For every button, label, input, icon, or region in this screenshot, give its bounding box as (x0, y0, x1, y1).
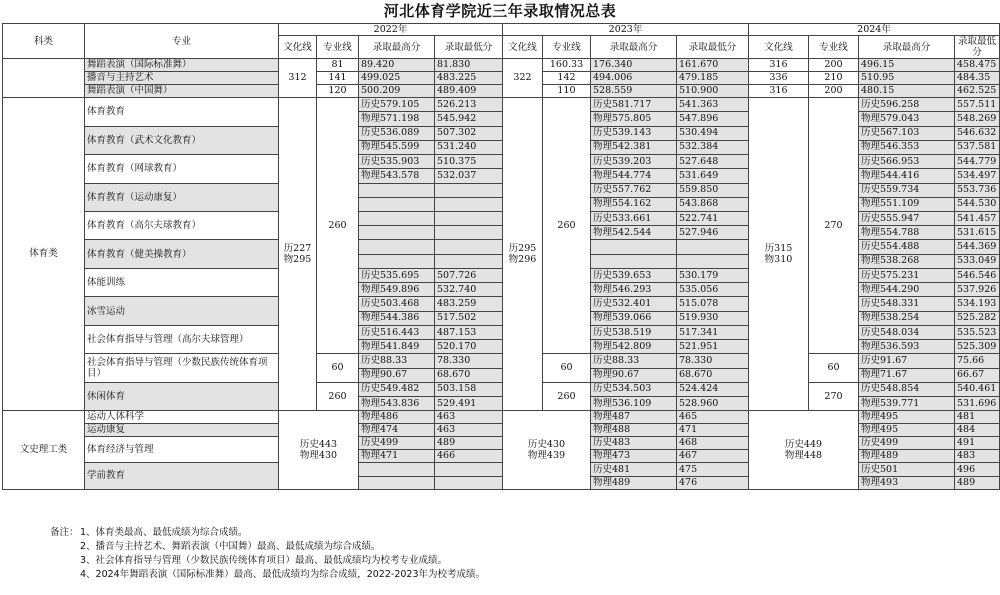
table-row (3, 85, 1000, 98)
max-score-2022 (359, 197, 435, 211)
header-year-2022: 2022年 (279, 24, 503, 36)
max-score-2022 (359, 226, 435, 240)
min-score-2023: 479.185 (677, 72, 749, 85)
major-name: 学前教育 (85, 463, 279, 490)
max-score-2024: 物理489 (859, 450, 955, 463)
max-score-2022: 历史88.33 (359, 354, 435, 368)
min-score-2022 (435, 226, 503, 240)
min-score-2024: 458.475 (955, 59, 1000, 72)
note-item: 3、社会体育指导与管理（少数民族传统体育项目）最高、最低成绩均为校考专业成绩。 (80, 555, 448, 566)
major-name: 运动康复 (85, 424, 279, 437)
min-score-2022: 463 (435, 424, 503, 437)
min-score-2024: 544.779 (955, 155, 1000, 169)
max-score-2022: 历史536.089 (359, 126, 435, 140)
max-score-2023: 物理546.293 (591, 283, 677, 297)
min-score-2022 (435, 183, 503, 197)
min-score-2023: 519.930 (677, 311, 749, 325)
cultural-line-2023: 历史430 物理439 (503, 411, 591, 490)
min-score-2024: 557.511 (955, 98, 1000, 112)
major-name: 社会体育指导与管理（高尔夫球管理） (85, 325, 279, 353)
min-score-2023: 527.946 (677, 226, 749, 240)
min-score-2023: 530.494 (677, 126, 749, 140)
min-score-2023 (677, 240, 749, 254)
max-score-2022: 历史503.468 (359, 297, 435, 311)
max-score-2023: 历史533.661 (591, 212, 677, 226)
note-item: 1、体育类最高、最低成绩为综合成绩。 (80, 527, 248, 538)
min-score-2024: 548.269 (955, 112, 1000, 126)
major-name: 体育教育 (85, 98, 279, 126)
min-score-2024: 541.457 (955, 212, 1000, 226)
min-score-2022 (435, 254, 503, 268)
major-line-2023: 260 (543, 382, 591, 410)
header-major-line-2022: 专业线 (317, 36, 359, 59)
max-score-2024: 历史559.734 (859, 183, 955, 197)
max-score-2023: 历史481 (591, 463, 677, 476)
subject-wenshi: 文史理工类 (3, 411, 85, 490)
min-score-2023: 559.850 (677, 183, 749, 197)
table-row (3, 354, 1000, 368)
major-line-2023: 160.33 (543, 59, 591, 72)
min-score-2024: 531.615 (955, 226, 1000, 240)
min-score-2024: 484 (955, 424, 1000, 437)
major-line-2022: 260 (317, 98, 359, 354)
max-score-2024: 历史548.854 (859, 382, 955, 396)
max-score-2023: 物理542.381 (591, 140, 677, 154)
notes-label: 备注： (50, 527, 79, 538)
min-score-2024: 531.696 (955, 397, 1000, 411)
min-score-2022: 529.491 (435, 397, 503, 411)
min-score-2024: 489 (955, 476, 1000, 489)
min-score-2023: 465 (677, 411, 749, 424)
min-score-2023: 530.179 (677, 268, 749, 282)
min-score-2023: 475 (677, 463, 749, 476)
max-score-2024: 历史567.103 (859, 126, 955, 140)
subject-art (3, 59, 85, 98)
min-score-2024: 483 (955, 450, 1000, 463)
major-name: 舞蹈表演（中国舞） (85, 85, 279, 98)
max-score-2022: 物理543.836 (359, 397, 435, 411)
min-score-2023: 68.670 (677, 368, 749, 382)
min-score-2022: 532.740 (435, 283, 503, 297)
max-score-2022: 89.420 (359, 59, 435, 72)
max-score-2023 (591, 240, 677, 254)
min-score-2024: 525.309 (955, 340, 1000, 354)
cultural-line-2023: 历295 物296 (503, 98, 543, 411)
note-item: 2、播音与主持艺术、舞蹈表演（中国舞）最高、最低成绩为综合成绩。 (80, 541, 381, 552)
min-score-2024: 525.282 (955, 311, 1000, 325)
max-score-2022: 历史516.443 (359, 325, 435, 339)
max-score-2024: 物理538.268 (859, 254, 955, 268)
max-score-2023: 物理473 (591, 450, 677, 463)
max-score-2024: 历史91.67 (859, 354, 955, 368)
min-score-2022: 483.225 (435, 72, 503, 85)
major-line-2024: 270 (809, 98, 859, 354)
min-score-2022 (435, 212, 503, 226)
min-score-2023: 471 (677, 424, 749, 437)
major-name: 体育教育（高尔夫球教育） (85, 212, 279, 240)
max-score-2023: 历史532.401 (591, 297, 677, 311)
min-score-2024: 544.369 (955, 240, 1000, 254)
major-line-2023: 142 (543, 72, 591, 85)
header-major: 专业 (85, 24, 279, 59)
max-score-2023: 物理544.774 (591, 169, 677, 183)
min-score-2023: 515.078 (677, 297, 749, 311)
cultural-line-2024: 历史449 物理448 (749, 411, 859, 490)
max-score-2023: 物理90.67 (591, 368, 677, 382)
min-score-2024: 553.736 (955, 183, 1000, 197)
min-score-2023: 535.056 (677, 283, 749, 297)
max-score-2023: 历史557.762 (591, 183, 677, 197)
max-score-2024: 历史575.231 (859, 268, 955, 282)
min-score-2024: 546.546 (955, 268, 1000, 282)
notes (50, 526, 970, 582)
table-row (3, 411, 1000, 424)
max-score-2024: 历史499 (859, 437, 955, 450)
min-score-2024: 534.497 (955, 169, 1000, 183)
header-cultural-line-2024: 文化线 (749, 36, 809, 59)
major-name: 体育经济与管理 (85, 437, 279, 463)
min-score-2022: 466 (435, 450, 503, 463)
max-score-2023: 物理542.544 (591, 226, 677, 240)
max-score-2024: 物理551.109 (859, 197, 955, 211)
major-line-2023: 110 (543, 85, 591, 98)
max-score-2023: 历史539.203 (591, 155, 677, 169)
max-score-2022 (359, 183, 435, 197)
max-score-2024: 物理546.353 (859, 140, 955, 154)
min-score-2022: 517.502 (435, 311, 503, 325)
header-subject: 科类 (3, 24, 85, 59)
max-score-2022: 物理545.599 (359, 140, 435, 154)
min-score-2023: 476 (677, 476, 749, 489)
major-line-2024: 270 (809, 382, 859, 410)
major-line-2024: 200 (809, 85, 859, 98)
max-score-2024: 历史596.258 (859, 98, 955, 112)
min-score-2024: 533.049 (955, 254, 1000, 268)
admission-table (2, 23, 1000, 490)
cultural-line-2023: 322 (503, 59, 543, 98)
min-score-2023: 78.330 (677, 354, 749, 368)
max-score-2024: 496.15 (859, 59, 955, 72)
page-title: 河北体育学院近三年录取情况总表 (383, 2, 617, 20)
min-score-2024: 534.193 (955, 297, 1000, 311)
max-score-2022: 物理549.896 (359, 283, 435, 297)
header-min-2023: 录取最低分 (677, 36, 749, 59)
min-score-2024: 75.66 (955, 354, 1000, 368)
major-name: 体育教育（健美操教育） (85, 240, 279, 268)
max-score-2022: 历史499 (359, 437, 435, 450)
min-score-2022: 489 (435, 437, 503, 450)
major-line-2022: 141 (317, 72, 359, 85)
max-score-2024: 历史566.953 (859, 155, 955, 169)
min-score-2023: 532.384 (677, 140, 749, 154)
major-name: 运动人体科学 (85, 411, 279, 424)
max-score-2022: 物理571.198 (359, 112, 435, 126)
header-max-2023: 录取最高分 (591, 36, 677, 59)
min-score-2024: 496 (955, 463, 1000, 476)
max-score-2024: 物理536.593 (859, 340, 955, 354)
min-score-2023: 510.900 (677, 85, 749, 98)
max-score-2023: 历史88.33 (591, 354, 677, 368)
cultural-line-2022: 历史443 物理430 (279, 411, 359, 490)
max-score-2023: 物理539.066 (591, 311, 677, 325)
min-score-2022 (435, 240, 503, 254)
max-score-2024: 物理539.771 (859, 397, 955, 411)
max-score-2023: 历史539.653 (591, 268, 677, 282)
max-score-2023: 历史538.519 (591, 325, 677, 339)
max-score-2024: 历史501 (859, 463, 955, 476)
max-score-2024: 历史554.488 (859, 240, 955, 254)
major-name: 体育教育（网球教育） (85, 155, 279, 183)
major-line-2022: 260 (317, 382, 359, 410)
subject-sports: 体育类 (3, 98, 85, 411)
max-score-2024: 物理544.290 (859, 283, 955, 297)
max-score-2024: 历史555.947 (859, 212, 955, 226)
max-score-2024: 物理579.043 (859, 112, 955, 126)
max-score-2022: 物理544.386 (359, 311, 435, 325)
min-score-2022: 507.726 (435, 268, 503, 282)
min-score-2022: 503.158 (435, 382, 503, 396)
min-score-2024: 540.461 (955, 382, 1000, 396)
min-score-2023 (677, 254, 749, 268)
max-score-2023: 历史539.143 (591, 126, 677, 140)
min-score-2022: 68.670 (435, 368, 503, 382)
table-row (3, 98, 1000, 112)
major-name: 舞蹈表演（国际标准舞） (85, 59, 279, 72)
major-name: 体育教育（武术文化教育） (85, 126, 279, 154)
min-score-2022: 545.942 (435, 112, 503, 126)
max-score-2023: 物理575.805 (591, 112, 677, 126)
max-score-2023: 历史483 (591, 437, 677, 450)
max-score-2023 (591, 254, 677, 268)
min-score-2022: 483.259 (435, 297, 503, 311)
max-score-2024: 物理495 (859, 424, 955, 437)
min-score-2023: 527.648 (677, 155, 749, 169)
header-cultural-line-2022: 文化线 (279, 36, 317, 59)
min-score-2023: 524.424 (677, 382, 749, 396)
header-major-line-2024: 专业线 (809, 36, 859, 59)
header-max-2024: 录取最高分 (859, 36, 955, 59)
min-score-2023: 522.741 (677, 212, 749, 226)
max-score-2022: 物理471 (359, 450, 435, 463)
major-line-2022: 120 (317, 85, 359, 98)
max-score-2022: 物理541.849 (359, 340, 435, 354)
max-score-2023: 物理488 (591, 424, 677, 437)
min-score-2023: 161.670 (677, 59, 749, 72)
table-row (3, 382, 1000, 396)
max-score-2022 (359, 463, 435, 476)
max-score-2024: 物理538.254 (859, 311, 955, 325)
major-name: 体育教育（运动康复） (85, 183, 279, 211)
max-score-2022: 历史535.903 (359, 155, 435, 169)
min-score-2022: 526.213 (435, 98, 503, 112)
max-score-2022 (359, 240, 435, 254)
min-score-2022: 78.330 (435, 354, 503, 368)
max-score-2022: 物理543.578 (359, 169, 435, 183)
max-score-2023: 176.340 (591, 59, 677, 72)
max-score-2023: 物理487 (591, 411, 677, 424)
major-line-2023: 60 (543, 354, 591, 382)
min-score-2022 (435, 476, 503, 489)
major-name: 冰雪运动 (85, 297, 279, 325)
max-score-2022 (359, 476, 435, 489)
major-name: 社会体育指导与管理（少数民族传统体育项目） (85, 354, 279, 382)
major-line-2023: 260 (543, 98, 591, 354)
max-score-2024: 物理544.416 (859, 169, 955, 183)
max-score-2022: 历史579.105 (359, 98, 435, 112)
cultural-line-2024: 316 (749, 85, 809, 98)
max-score-2022: 物理474 (359, 424, 435, 437)
max-score-2022: 500.209 (359, 85, 435, 98)
min-score-2024: 537.926 (955, 283, 1000, 297)
min-score-2023: 467 (677, 450, 749, 463)
max-score-2023: 528.559 (591, 85, 677, 98)
min-score-2023: 528.960 (677, 397, 749, 411)
min-score-2024: 535.523 (955, 325, 1000, 339)
min-score-2022: 532.037 (435, 169, 503, 183)
min-score-2022: 520.170 (435, 340, 503, 354)
major-name: 体能训练 (85, 268, 279, 296)
min-score-2023: 541.363 (677, 98, 749, 112)
min-score-2024: 491 (955, 437, 1000, 450)
header-year-2023: 2023年 (503, 24, 749, 36)
max-score-2022: 物理90.67 (359, 368, 435, 382)
header-min-2024: 录取最低分 (955, 36, 1000, 59)
min-score-2024: 462.525 (955, 85, 1000, 98)
min-score-2022: 463 (435, 411, 503, 424)
min-score-2023: 547.896 (677, 112, 749, 126)
table-row (3, 72, 1000, 85)
max-score-2023: 物理554.162 (591, 197, 677, 211)
header-min-2022: 录取最低分 (435, 36, 503, 59)
major-name: 播音与主持艺术 (85, 72, 279, 85)
header-year-2024: 2024年 (749, 24, 1000, 36)
max-score-2024: 历史548.331 (859, 297, 955, 311)
note-item: 4、2024年舞蹈表演（国际标准舞）最高、最低成绩均为综合成绩，2022-2023年为校考成绩。 (80, 569, 486, 580)
min-score-2023: 468 (677, 437, 749, 450)
min-score-2022: 531.240 (435, 140, 503, 154)
max-score-2023: 历史581.717 (591, 98, 677, 112)
header-max-2022: 录取最高分 (359, 36, 435, 59)
min-score-2022: 489.409 (435, 85, 503, 98)
max-score-2022: 历史549.482 (359, 382, 435, 396)
major-line-2022: 60 (317, 354, 359, 382)
min-score-2022: 487.153 (435, 325, 503, 339)
major-name: 休闲体育 (85, 382, 279, 410)
min-score-2023: 521.951 (677, 340, 749, 354)
min-score-2024: 537.581 (955, 140, 1000, 154)
max-score-2023: 494.006 (591, 72, 677, 85)
max-score-2022: 物理486 (359, 411, 435, 424)
min-score-2022: 510.375 (435, 155, 503, 169)
cultural-line-2024: 336 (749, 72, 809, 85)
max-score-2024: 物理495 (859, 411, 955, 424)
major-line-2022: 81 (317, 59, 359, 72)
max-score-2023: 物理489 (591, 476, 677, 489)
min-score-2024: 481 (955, 411, 1000, 424)
max-score-2023: 历史534.503 (591, 382, 677, 396)
min-score-2022: 81.830 (435, 59, 503, 72)
header-major-line-2023: 专业线 (543, 36, 591, 59)
max-score-2024: 480.15 (859, 85, 955, 98)
max-score-2024: 物理71.67 (859, 368, 955, 382)
max-score-2022 (359, 212, 435, 226)
cultural-line-2022: 312 (279, 59, 317, 98)
header-cultural-line-2023: 文化线 (503, 36, 543, 59)
min-score-2022 (435, 463, 503, 476)
major-line-2024: 60 (809, 354, 859, 382)
min-score-2022 (435, 197, 503, 211)
max-score-2024: 物理554.788 (859, 226, 955, 240)
min-score-2024: 484.35 (955, 72, 1000, 85)
min-score-2023: 531.649 (677, 169, 749, 183)
max-score-2022: 历史535.695 (359, 268, 435, 282)
max-score-2023: 物理536.109 (591, 397, 677, 411)
max-score-2024: 历史548.034 (859, 325, 955, 339)
max-score-2022 (359, 254, 435, 268)
min-score-2023: 517.341 (677, 325, 749, 339)
min-score-2022: 507.302 (435, 126, 503, 140)
major-line-2024: 210 (809, 72, 859, 85)
max-score-2023: 物理542.809 (591, 340, 677, 354)
table-row (3, 59, 1000, 72)
cultural-line-2022: 历227 物295 (279, 98, 317, 411)
min-score-2023: 543.868 (677, 197, 749, 211)
max-score-2022: 499.025 (359, 72, 435, 85)
min-score-2024: 66.67 (955, 368, 1000, 382)
cultural-line-2024: 316 (749, 59, 809, 72)
min-score-2024: 544.530 (955, 197, 1000, 211)
max-score-2024: 物理493 (859, 476, 955, 489)
major-line-2024: 200 (809, 59, 859, 72)
cultural-line-2024: 历315 物310 (749, 98, 809, 411)
min-score-2024: 546.632 (955, 126, 1000, 140)
max-score-2024: 510.95 (859, 72, 955, 85)
